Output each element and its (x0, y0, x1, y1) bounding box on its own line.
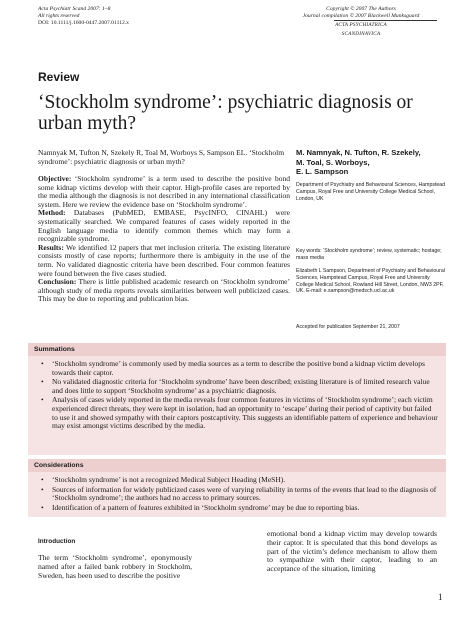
copyright-line: Copyright © 2007 The Authors (326, 6, 396, 12)
journal-logo-line1: ACTA PSYCHIATRICA (335, 22, 387, 28)
abstract-conclusion: Conclusion: There is little published academic research on ‘Stockholm syndrome’ although study of media reports reveals similarities between well publicized cases. This may be due to reporting and publication bias. (38, 277, 290, 304)
compilation-line: Journal compilation © 2007 Blackwell Munksgaard (302, 13, 420, 19)
body-text-left-column: The term ‘Stockholm syndrome’, eponymously named after a failed bank robbery in Stockholm, Sweden, has been used to describe the positive (38, 553, 192, 580)
considerations-heading: Considerations (28, 459, 446, 472)
abstract-objective: Objective: ‘Stockholm syndrome’ is a term used to describe the positive bond some kidnap victims develop with their captor. High-profile cases are reported by the media although the diagnosis is not described in any international classification system. Here we review the evidence base on ‘Stockholm syndrome’. (38, 174, 290, 209)
doi-text: DOI: 10.1111/j.1600-0447.2007.01112.x (38, 20, 129, 26)
abstract (38, 175, 290, 304)
abstract-method: Method: Databases (PubMED, EMBASE, PsycINFO, CINAHL) were systematically searched. We compared features of cases widely reported in the English language media to identify common themes which may form a recognizable syndrome. (38, 208, 290, 244)
section-label: Review (38, 70, 80, 84)
body-text-right-column: emotional bond a kidnap victim may develop towards their captor. It is speculated that this bond develops as part of the victim’s defence mechanism to allow them to sympathize with their captor, leading to an acceptance of the situation, limiting (267, 529, 437, 574)
keywords: Key words: ‘Stockholm syndrome’; review, systematic; hostage; mass media (296, 248, 442, 261)
list-item: • ‘Stockholm syndrome’ is commonly used by media sources as a term to describe the positive bond a kidnap victim develops towards their captor. (52, 360, 438, 377)
header-divider (334, 20, 437, 21)
considerations-list (28, 472, 446, 517)
accepted-date: Accepted for publication September 21, 2007 (296, 324, 400, 330)
author-affiliation: Department of Psychiatry and Behavioural Sciences, Hampstead Campus, Royal Free and University College Medical School, London, UK (296, 182, 446, 202)
page-number: 1 (438, 592, 443, 602)
list-item: • No validated diagnostic criteria for ‘Stockholm syndrome’ have been described; existing literature is of limited research value and does little to support ‘Stockholm syndrome’ as a psychiatric diagnosis. (52, 378, 438, 395)
introduction-heading: Introduction (38, 538, 76, 545)
list-item: • Sources of information for widely publicized cases were of varying reliability in terms of the events that lead to the diagnosis of ‘Stockholm syndrome’; the authors had no access to primary sources. (52, 486, 438, 503)
rights-notice: All rights reserved (38, 13, 80, 19)
correspondence: Elizabeth L Sampson, Department of Psychiatry and Behavioural Sciences, Hampstead Campus, Royal Free and University College Medical School, Rowland Hill Street, London, NW3 2PF, UK. E-mail: e.sampson@medsch.ucl.ac.uk (296, 268, 445, 295)
running-header-left (38, 6, 129, 27)
considerations-box (28, 459, 446, 517)
summations-list (28, 356, 446, 436)
author-list: M. Namnyak, N. Tufton, R. Szekely, M. Toal, S. Worboys, E. L. Sampson (296, 148, 421, 176)
list-item: • Analysis of cases widely reported in the media reveals four common features in victims of ‘Stockholm syndrome’; each victim experienced direct threats, they were kept in isolation, had an opportunity to ‘escape’ during their period of captivity but failed to use it and showed sympathy with their captors postcaptivity. This suggests an identifiable pattern of experience and behaviour may exist amongst victims described by the media. (52, 396, 438, 430)
abstract-results: Results: We identified 12 papers that met inclusion criteria. The existing literature consists mostly of case reports; furthermore there is ambiguity in the use of the term. No validated diagnostic criteria have been described. Four common features were found between the five cases studied. (38, 242, 290, 278)
list-item: • ‘Stockholm syndrome’ is not a recognized Medical Subject Heading (MeSH). (52, 476, 438, 485)
summations-heading: Summations (28, 343, 446, 356)
journal-citation: Acta Psychiatr Scand 2007: 1–8 (38, 6, 111, 12)
article-citation: Namnyak M, Tufton N, Szekely R, Toal M, Worboys S, Sampson EL. ‘Stockholm syndrome’: psychiatric diagnosis or urban myth? (38, 148, 285, 166)
summations-box (28, 343, 446, 455)
journal-logo-line2: SCANDINAVICA (341, 31, 381, 37)
article-title: ‘Stockholm syndrome’: psychiatric diagnosis or urban myth? (38, 92, 413, 134)
running-header-right (286, 6, 436, 38)
list-item: • Identification of a pattern of features exhibited in ‘Stockholm syndrome’ may be due to reporting bias. (52, 504, 438, 513)
